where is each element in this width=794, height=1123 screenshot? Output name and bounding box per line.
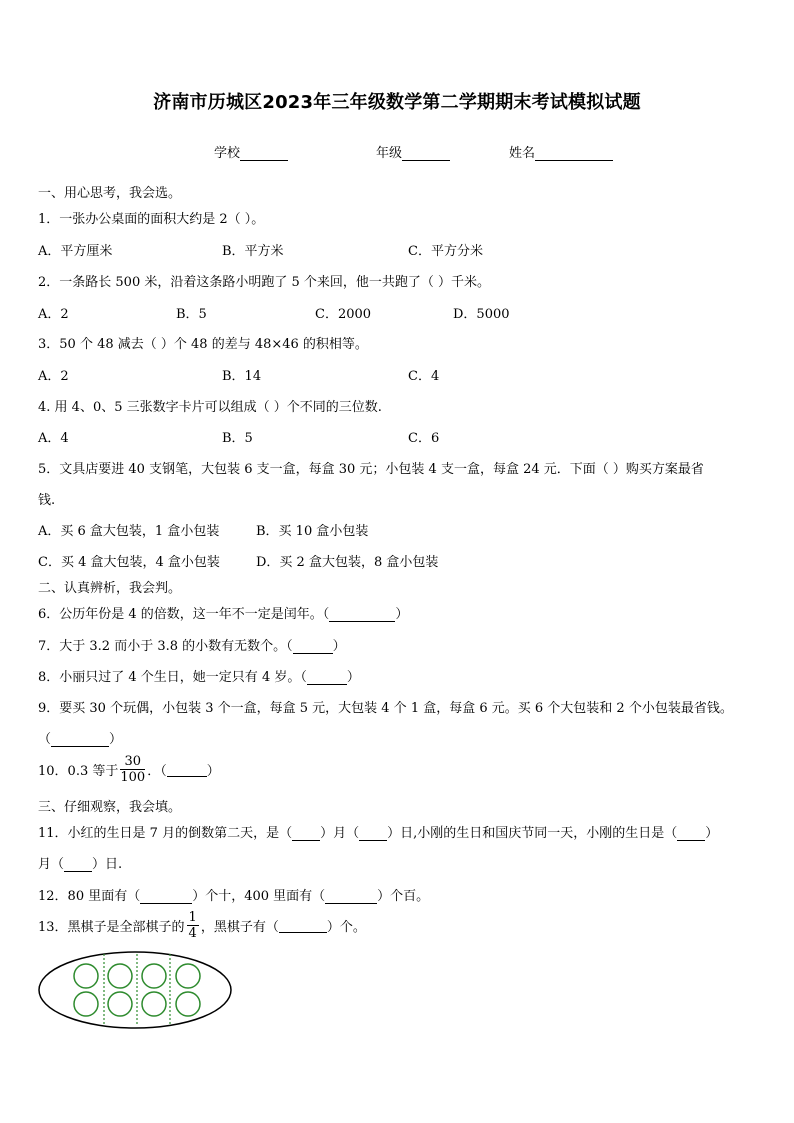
question-4: 4. 用 4、0、5 三张数字卡片可以组成（ ）个不同的三位数. xyxy=(38,400,382,415)
q8-answer-blank[interactable] xyxy=(307,670,347,685)
chess-piece xyxy=(176,992,200,1016)
question-10 xyxy=(38,754,220,785)
q10-paren: ） xyxy=(206,764,220,779)
q10-numerator: 30 xyxy=(120,754,145,770)
q10-answer-blank[interactable] xyxy=(167,762,207,777)
q9-answer-line: （ ） xyxy=(38,732,123,747)
q4-option-a[interactable]: A．4 xyxy=(38,431,69,446)
chess-piece xyxy=(74,992,98,1016)
chess-piece xyxy=(108,992,132,1016)
q7-answer-blank[interactable] xyxy=(293,639,333,654)
q11-text-2: 月（ xyxy=(38,857,65,872)
q6-paren: ） xyxy=(395,607,409,622)
question-3: 3．50 个 48 减去（ ）个 48 的差与 48×46 的积相等。 xyxy=(38,337,368,352)
q4-option-b[interactable]: B．5 xyxy=(222,431,253,446)
q2-option-d[interactable]: D．5000 xyxy=(453,307,510,322)
q12-end: ）个百。 xyxy=(377,889,430,904)
q12-blank-2[interactable] xyxy=(325,889,377,904)
q6-answer-blank[interactable] xyxy=(329,607,395,622)
q12-blank-1[interactable] xyxy=(140,889,192,904)
q9-paren: ） xyxy=(109,732,123,747)
q11-blank-3[interactable] xyxy=(677,826,705,841)
question-6 xyxy=(38,603,408,622)
q8-paren: ） xyxy=(346,670,360,685)
q13-post: ，黑棋子有（ xyxy=(200,920,279,935)
school-blank[interactable] xyxy=(240,146,288,161)
q1-option-c[interactable]: C．平方分米 xyxy=(408,244,483,259)
q4-option-c[interactable]: C．6 xyxy=(408,431,440,446)
name-field[interactable] xyxy=(509,142,613,161)
section-3-heading: 三、仔细观察，我会填。 xyxy=(38,800,182,815)
q5-option-b[interactable]: B．买 10 盒小包装 xyxy=(256,524,369,539)
q2-option-b[interactable]: B．5 xyxy=(176,307,207,322)
question-5-line-2: 钱. xyxy=(38,493,56,508)
q3-option-b[interactable]: B．14 xyxy=(222,369,262,384)
q11-mid-1: ）月（ xyxy=(320,826,360,841)
grade-blank[interactable] xyxy=(402,146,450,161)
question-11-line-2 xyxy=(38,853,122,872)
q10-post: ．（ xyxy=(147,764,167,779)
q13-fraction xyxy=(187,910,199,941)
q13-denominator: 4 xyxy=(188,926,197,941)
q5-option-a[interactable]: A．买 6 盒大包装，1 盒小包装 xyxy=(38,524,220,539)
question-8 xyxy=(38,666,360,685)
section-2-heading: 二、认真辨析，我会判。 xyxy=(38,581,182,596)
q2-option-c[interactable]: C．2000 xyxy=(315,307,372,322)
q7-paren: ） xyxy=(332,639,346,654)
question-13 xyxy=(38,910,366,941)
chess-piece xyxy=(142,964,166,988)
question-12 xyxy=(38,885,429,904)
q5-option-c[interactable]: C．买 4 盒大包装，4 盒小包装 xyxy=(38,555,220,570)
name-label: 姓名 xyxy=(509,146,536,161)
q5-option-d[interactable]: D．买 2 盒大包装，8 盒小包装 xyxy=(256,555,439,570)
figure-outline-ellipse xyxy=(39,952,231,1028)
q8-text: 8．小丽只过了 4 个生日，她一定只有 4 岁。（ xyxy=(38,670,307,685)
school-field[interactable] xyxy=(214,142,288,161)
q11-mid-3: ） xyxy=(705,826,719,841)
grade-label: 年级 xyxy=(376,146,403,161)
school-label: 学校 xyxy=(214,146,241,161)
page-title: 济南市历城区2023年三年级数学第二学期期末考试模拟试题 xyxy=(153,92,641,113)
q9-answer-blank[interactable] xyxy=(51,732,109,747)
question-1: 1．一张办公桌面的面积大约是 2（ ）。 xyxy=(38,212,265,227)
q12-text: 12．80 里面有（ xyxy=(38,889,141,904)
q13-text: 13．黑棋子是全部棋子的 xyxy=(38,920,185,935)
question-9: 9．要买 30 个玩偶，小包装 3 个一盒，每盒 5 元，大包装 4 个 1 盒，每盒 6 元。买 6 个大包装和 2 个小包装最省钱。 xyxy=(38,701,733,716)
q3-option-c[interactable]: C．4 xyxy=(408,369,440,384)
chess-pieces-figure xyxy=(38,950,234,1030)
q6-text: 6．公历年份是 4 的倍数，这一年不一定是闰年。（ xyxy=(38,607,330,622)
q3-option-a[interactable]: A．2 xyxy=(38,369,69,384)
q1-option-b[interactable]: B．平方米 xyxy=(222,244,284,259)
q11-blank-1[interactable] xyxy=(292,826,320,841)
q10-text: 10．0.3 等于 xyxy=(38,764,119,779)
section-1-heading: 一、用心思考，我会选。 xyxy=(38,186,182,201)
chess-piece xyxy=(108,964,132,988)
q2-option-a[interactable]: A．2 xyxy=(38,307,69,322)
q13-end: ）个。 xyxy=(326,920,366,935)
q11-blank-2[interactable] xyxy=(359,826,387,841)
q11-end: ）日. xyxy=(92,857,123,872)
q11-mid-2: ）日,小刚的生日和国庆节同一天，小刚的生日是（ xyxy=(387,826,678,841)
question-7 xyxy=(38,635,346,654)
q13-answer-blank[interactable] xyxy=(279,918,327,933)
chess-piece xyxy=(74,964,98,988)
question-11-line-1 xyxy=(38,822,718,841)
chess-piece xyxy=(176,964,200,988)
q10-fraction xyxy=(120,754,145,785)
q11-text: 11．小红的生日是 7 月的倒数第二天，是（ xyxy=(38,826,293,841)
name-blank[interactable] xyxy=(535,146,613,161)
q10-denominator: 100 xyxy=(120,770,146,785)
q12-mid: ）个十，400 里面有（ xyxy=(192,889,326,904)
q1-option-a[interactable]: A．平方厘米 xyxy=(38,244,113,259)
question-2: 2．一条路长 500 米，沿着这条路小明跑了 5 个来回，他一共跑了（ ）千米。 xyxy=(38,275,491,290)
q11-blank-4[interactable] xyxy=(64,857,92,872)
grade-field[interactable] xyxy=(376,142,450,161)
q7-text: 7．大于 3.2 而小于 3.8 的小数有无数个。（ xyxy=(38,639,293,654)
q13-numerator: 1 xyxy=(188,910,197,925)
chess-piece xyxy=(142,992,166,1016)
question-5-line-1: 5．文具店要进 40 支钢笔，大包装 6 支一盒，每盒 30 元；小包装 4 支一盒，每盒 24 元．下面（ ）购买方案最省 xyxy=(38,462,704,477)
